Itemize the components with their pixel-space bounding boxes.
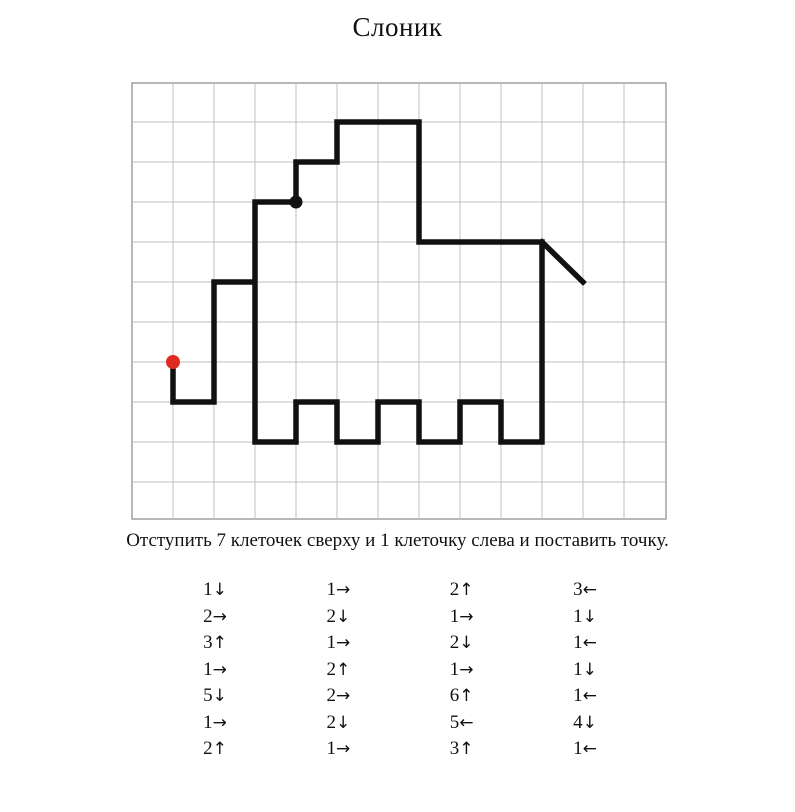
step-item xyxy=(407,683,517,710)
step-count: 2 xyxy=(326,605,336,627)
step-count: 1 xyxy=(573,658,583,680)
arrow-icon: → xyxy=(335,739,351,759)
step-count: 2 xyxy=(203,605,213,627)
arrow-icon: ↓ xyxy=(459,633,474,653)
steps-column-3 xyxy=(407,577,517,763)
arrow-icon: ↓ xyxy=(335,606,351,627)
step-count: 6 xyxy=(449,685,460,706)
step-item xyxy=(530,604,640,631)
step-item xyxy=(283,657,393,684)
step-item xyxy=(530,657,640,684)
arrow-icon: → xyxy=(335,580,351,600)
step-item xyxy=(530,683,640,710)
step-item xyxy=(407,577,517,604)
arrow-icon: ↑ xyxy=(459,580,474,600)
step-count: 1 xyxy=(203,579,213,600)
step-item xyxy=(530,736,640,763)
step-count: 5 xyxy=(203,685,213,706)
arrow-icon: ← xyxy=(582,580,597,600)
eye-dot xyxy=(290,196,303,209)
arrow-icon: ↓ xyxy=(335,712,351,733)
step-item xyxy=(160,683,270,710)
arrow-icon: ← xyxy=(459,712,474,733)
steps-list xyxy=(160,577,640,763)
page-title: Слоник xyxy=(352,12,443,42)
arrow-icon: ← xyxy=(582,739,597,759)
step-count: 1 xyxy=(326,579,336,600)
step-count: 1 xyxy=(203,711,213,733)
step-count: 2 xyxy=(326,685,336,706)
step-item xyxy=(530,630,640,657)
arrow-icon: ↑ xyxy=(212,633,227,653)
step-item xyxy=(283,604,393,631)
step-item xyxy=(407,630,517,657)
step-item xyxy=(283,630,393,657)
step-item xyxy=(530,577,640,604)
step-item xyxy=(160,577,270,604)
step-count: 3 xyxy=(449,738,460,759)
step-item xyxy=(407,710,517,737)
step-item xyxy=(283,683,393,710)
step-item xyxy=(160,657,270,684)
arrow-icon: → xyxy=(459,659,474,680)
step-count: 5 xyxy=(449,711,460,733)
arrow-icon: → xyxy=(212,606,227,627)
arrow-icon: ↓ xyxy=(212,580,227,600)
graph-paper-figure xyxy=(131,82,667,520)
arrow-icon: ↓ xyxy=(212,686,227,706)
arrow-icon: → xyxy=(212,659,227,680)
step-item xyxy=(160,604,270,631)
step-count: 1 xyxy=(203,658,213,680)
step-count: 2 xyxy=(203,738,213,759)
steps-column-2 xyxy=(283,577,393,763)
step-count: 1 xyxy=(449,658,460,680)
steps-column-1 xyxy=(160,577,270,763)
worksheet-page xyxy=(0,12,795,812)
start-point-dot xyxy=(166,355,180,369)
step-item xyxy=(407,736,517,763)
arrow-icon: ← xyxy=(582,633,597,653)
step-count: 1 xyxy=(326,738,336,759)
step-count: 2 xyxy=(449,632,460,653)
step-count: 3 xyxy=(203,632,213,653)
step-item xyxy=(407,604,517,631)
step-count: 2 xyxy=(326,711,336,733)
step-count: 2 xyxy=(326,658,336,680)
step-item xyxy=(160,710,270,737)
step-item xyxy=(283,710,393,737)
steps-column-4 xyxy=(530,577,640,763)
arrow-icon: ↓ xyxy=(582,606,597,627)
step-item xyxy=(407,657,517,684)
arrow-icon: → xyxy=(335,686,351,706)
arrow-icon: ↑ xyxy=(459,739,474,759)
instruction-text: Отступить 7 клеточек сверху и 1 клеточку слева и поставить точку. xyxy=(126,530,669,551)
step-count: 3 xyxy=(573,579,583,600)
arrow-icon: ↓ xyxy=(582,712,597,733)
arrow-icon: → xyxy=(459,606,474,627)
step-count: 1 xyxy=(573,632,583,653)
step-item xyxy=(283,577,393,604)
step-count: 1 xyxy=(449,605,460,627)
step-item xyxy=(160,630,270,657)
step-item xyxy=(160,736,270,763)
step-item xyxy=(283,736,393,763)
arrow-icon: ↓ xyxy=(582,659,597,680)
step-count: 2 xyxy=(449,579,460,600)
arrow-icon: → xyxy=(212,712,227,733)
step-count: 1 xyxy=(326,632,336,653)
step-item xyxy=(530,710,640,737)
step-count: 1 xyxy=(573,738,583,759)
step-count: 1 xyxy=(573,685,583,706)
arrow-icon: ↑ xyxy=(212,739,227,759)
arrow-icon: → xyxy=(335,633,351,653)
arrow-icon: ↑ xyxy=(335,659,351,680)
step-count: 4 xyxy=(573,711,583,733)
arrow-icon: ↑ xyxy=(459,686,474,706)
step-count: 1 xyxy=(573,605,583,627)
arrow-icon: ← xyxy=(582,686,597,706)
